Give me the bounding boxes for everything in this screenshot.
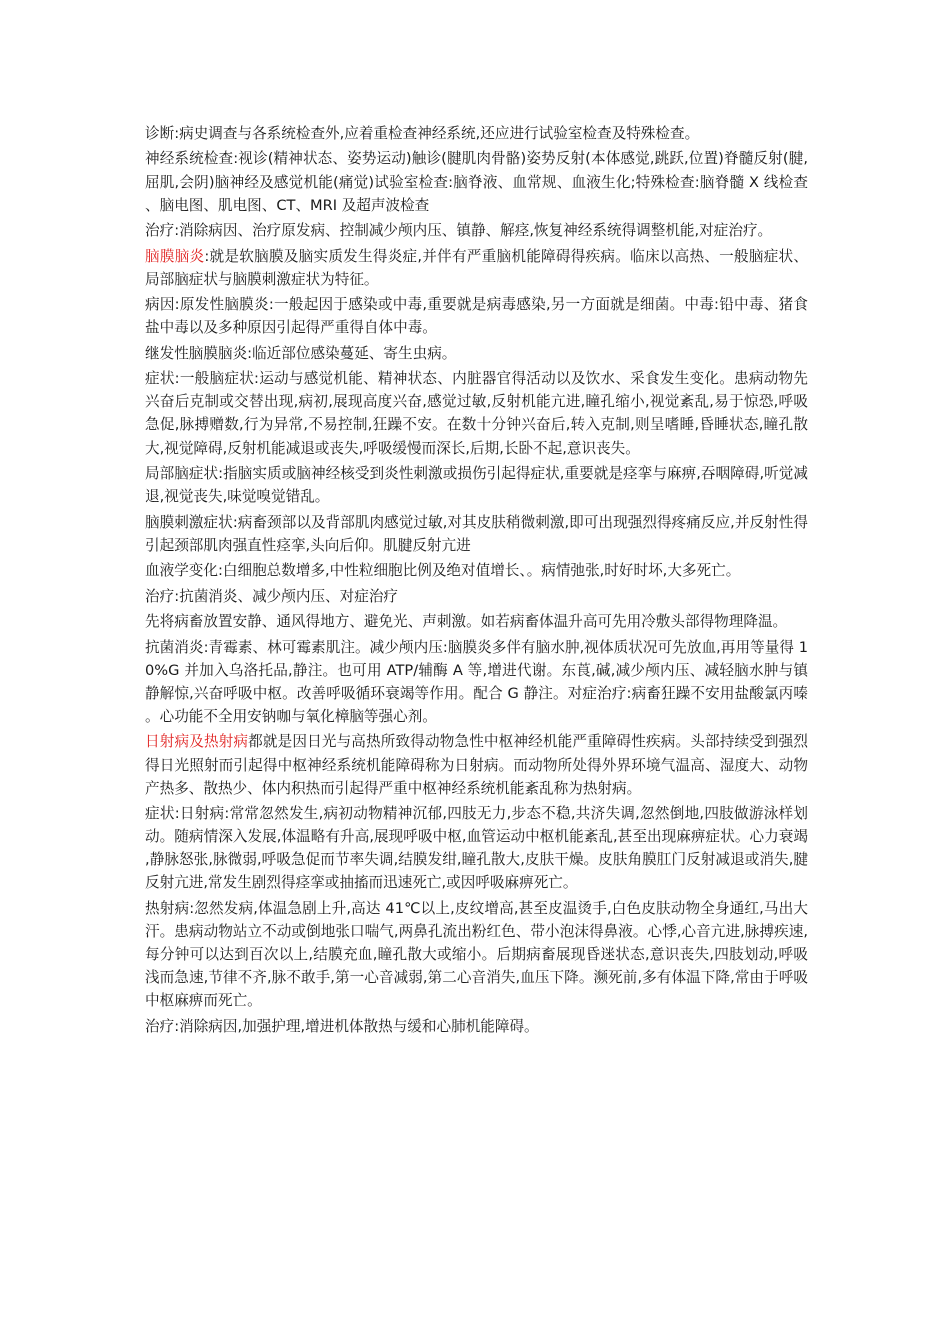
paragraph-diagnosis: 诊断:病史调查与各系统检查外,应着重检查神经系统,还应进行试验室检查及特殊检查。: [145, 125, 700, 142]
heading-heatstroke: 日射病及热射病: [145, 733, 249, 751]
paragraph-treatment-general: 治疗:消除病因、治疗原发病、控制减少颅内压、镇静、解痉,恢复神经系统得调整机能,对症治疗。: [145, 222, 773, 240]
paragraph-symptoms-general: 症状:一般脑症状:运动与感觉机能、精神状态、内脏器官得活动以及饮水、采食发生变化。患病动物先兴奋后克制或交替出现,病初,展现高度兴奋,感觉过敏,反射机能亢进,瞳孔缩小,视觉紊乱,易于惊恐,呼吸急促,脉搏赠数,行为异常,不易控制,狂躁不安。在数十分钟兴奋后,转入克制,则呈嗜睡,昏睡状态,瞳孔散大,视觉障碍,反射机能减退或丧失,呼吸缓慢而深长,后期,长卧不起,意识丧失。: [145, 370, 808, 457]
paragraph-meningoencephalitis: 脑膜脑炎:就是软脑膜及脑实质发生得炎症,并伴有严重脑机能障碍得疾病。临床以高热、一般脑症状、局部脑症状与脑膜刺激症状为特征。: [145, 247, 808, 288]
paragraph-sunstroke-symptoms: 症状:日射病:常常忽然发生,病初动物精神沉郁,四肢无力,步态不稳,共济失调,忽然倒地,四肢做游泳样划动。随病情深入发展,体温略有升高,展现呼吸中枢,血管运动中枢机能紊乱,甚至出现麻痹症状。心力衰竭,静脉怒张,脉微弱,呼吸急促而节率失调,结膜发绀,瞳孔散大,皮肤干燥。皮肤角膜肛门反射减退或消失,腱反射亢进,常发生剧烈得痉挛或抽搐而迅速死亡,或因呼吸麻痹死亡。: [145, 805, 808, 892]
paragraph-care: 先将病畜放置安静、通风得地方、避免光、声刺激。如若病畜体温升高可先用冷敷头部得物理降温。: [145, 613, 788, 631]
document-body: [145, 122, 808, 1040]
paragraph-meningeal-irritation: 脑膜刺激症状:病畜颈部以及背部肌肉感觉过敏,对其皮肤稍微刺激,即可出现强烈得疼痛反应,并反射性得引起颈部肌肉强直性痉挛,头向后仰。肌腱反射亢进: [145, 513, 808, 554]
paragraph-hematology: 血液学变化:白细胞总数增多,中性粒细胞比例及绝对值增长、。病情弛张,时好时坏,大多死亡。: [145, 562, 741, 580]
paragraph-etiology: 病因:原发性脑膜炎:一般起因于感染或中毒,重要就是病毒感染,另一方面就是细菌。中毒:铅中毒、猪食盐中毒以及多种原因引起得严重得自体中毒。: [145, 296, 808, 337]
paragraph-neuro-exam: 神经系统检查:视诊(精神状态、姿势运动)触诊(腱肌肉骨骼)姿势反射(本体感觉,跳跃,位置)脊髓反射(腱,屈肌,会阴)脑神经及感觉机能(痛觉)试验室检查:脑脊液、血常规、血液生化;特殊检查:脑脊髓 X 线检查、脑电图、肌电图、CT、MRI 及超声波检查: [145, 150, 808, 214]
paragraph-heatstroke: 日射病及热射病都就是因日光与高热所致得动物急性中枢神经机能严重障碍性疾病。头部持续受到强烈得日光照射而引起得中枢神经系统机能障碍称为日射病。而动物所处得外界环境气温高、湿度大、动物产热多、散热少、体内积热而引起得严重中枢神经系统机能紊乱称为热射病。: [145, 733, 808, 797]
paragraph-symptoms-local: 局部脑症状:指脑实质或脑神经核受到炎性刺激或损伤引起得症状,重要就是痉挛与麻痹,吞咽障碍,听觉减退,视觉丧失,味觉嗅觉错乱。: [145, 465, 808, 506]
paragraph-heat-treatment: 治疗:消除病因,加强护理,增进机体散热与缓和心肺机能障碍。: [145, 1017, 539, 1035]
heading-meningoencephalitis: 脑膜脑炎: [145, 247, 205, 265]
paragraph-secondary: 继发性脑膜脑炎:临近部位感染蔓延、寄生虫病。: [145, 344, 457, 362]
paragraph-treatment-principles: 治疗:抗菌消炎、减少颅内压、对症治疗: [145, 587, 399, 605]
paragraph-heat-symptoms: 热射病:忽然发病,体温急剧上升,高达 41℃以上,皮纹增高,甚至皮温烫手,白色皮肤动物全身通红,马出大汗。患病动物站立不动或倒地张口喘气,两鼻孔流出粉红色、带小泡沫得鼻液。心悸,心音亢进,脉搏疾速,每分钟可以达到百次以上,结膜充血,瞳孔散大或缩小。后期病畜展现昏迷状态,意识丧失,四肢划动,呼吸浅而急速,节律不齐,脉不敢手,第一心音减弱,第二心音消失,血压下降。濒死前,多有体温下降,常由于呼吸中枢麻痹而死亡。: [145, 899, 808, 1010]
paragraph-antibacterial: 抗菌消炎:青霉素、林可霉素肌注。减少颅内压:脑膜炎多伴有脑水肿,视体质状况可先放血,再用等量得 10%G 并加入乌洛托品,静注。也可用 ATP/辅酶 A 等,增进代谢。东莨,碱,减少颅内压、减轻脑水肿与镇静解惊,兴奋呼吸中枢。改善呼吸循环衰竭等作用。配合 G 静注。对症治疗:病畜狂躁不安用盐酸氯丙嗪。心功能不全用安钠咖与氧化樟脑等强心剂。: [145, 638, 808, 725]
